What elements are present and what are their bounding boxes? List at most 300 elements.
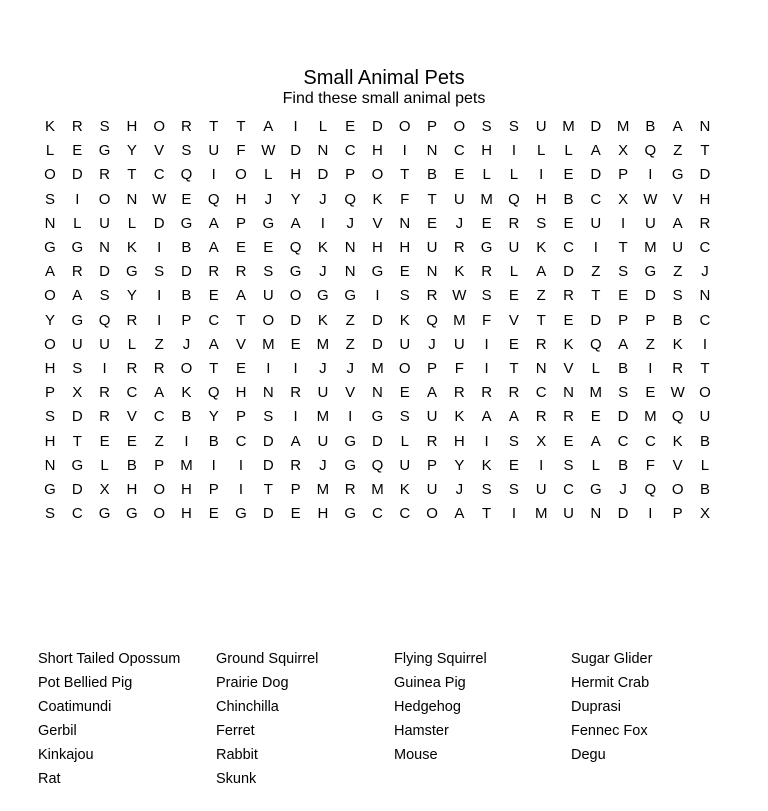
grid-cell: U [99, 335, 110, 353]
grid-cell: I [348, 408, 353, 426]
grid-cell: R [99, 166, 110, 184]
grid-cell: R [290, 456, 302, 474]
grid-cell: I [375, 287, 380, 305]
grid-cell: T [400, 166, 410, 184]
grid-cell: D [590, 118, 602, 135]
grid-cell: E [481, 214, 492, 232]
grid-cell: R [535, 335, 547, 353]
grid-cell: I [484, 432, 489, 450]
grid-cell: U [453, 190, 465, 208]
grid-cell: D [699, 166, 711, 184]
word-list-item: Prairie Dog [216, 675, 289, 691]
grid-cell: C [71, 505, 83, 523]
grid-cell: C [153, 408, 165, 426]
grid-cell: J [701, 263, 709, 281]
grid-cell: K [672, 335, 683, 353]
grid-cell: X [618, 190, 629, 208]
grid-cell: J [264, 190, 273, 208]
grid-cell: V [508, 311, 519, 329]
grid-cell: E [590, 408, 601, 426]
grid-cell: P [345, 166, 356, 184]
grid-cell: J [619, 481, 627, 498]
word-list-item: Rat [38, 771, 61, 787]
grid-cell: C [344, 142, 356, 160]
word-list-item: Hermit Crab [571, 675, 650, 691]
grid-cell: F [482, 311, 492, 329]
grid-cell: I [320, 214, 325, 232]
grid-cell: U [699, 408, 711, 426]
grid-cell: I [238, 481, 244, 498]
grid-cell: S [99, 287, 110, 305]
grid-cell: Y [290, 190, 301, 208]
grid-cell: W [670, 384, 685, 402]
grid-cell: A [508, 408, 519, 426]
grid-cell: G [589, 481, 602, 498]
grid-cell: S [72, 360, 83, 377]
grid-cell: F [645, 456, 655, 474]
word-list-item: Chinchilla [216, 699, 279, 715]
grid-cell: S [44, 505, 55, 523]
grid-cell: G [344, 505, 357, 523]
grid-cell: R [71, 118, 83, 135]
grid-cell: E [208, 505, 219, 523]
grid-cell: L [400, 432, 409, 450]
grid-cell: U [563, 505, 574, 523]
grid-cell: C [153, 166, 165, 184]
grid-cell: H [235, 384, 247, 402]
grid-cell: M [316, 481, 330, 498]
grid-cell: G [317, 287, 329, 305]
grid-cell: K [317, 311, 328, 329]
grid-cell: S [481, 481, 492, 498]
grid-cell: E [508, 335, 519, 353]
grid-cell: O [44, 166, 56, 184]
grid-cell: E [563, 432, 574, 450]
grid-cell: B [181, 287, 192, 305]
grid-cell: U [399, 335, 411, 353]
grid-cell: R [508, 214, 520, 232]
grid-cell: K [563, 335, 574, 353]
word-list-item: Rabbit [216, 747, 258, 763]
grid-cell: N [317, 142, 329, 160]
grid-cell: V [236, 335, 247, 353]
grid-cell: J [319, 190, 327, 208]
grid-cell: E [290, 335, 301, 353]
grid-cell: I [157, 311, 162, 329]
grid-cell: O [262, 311, 275, 329]
grid-cell: A [208, 239, 219, 256]
grid-cell: T [618, 239, 628, 256]
grid-cell: A [672, 214, 683, 232]
grid-cell: A [72, 287, 83, 305]
grid-cell: R [208, 263, 220, 281]
grid-cell: J [319, 360, 327, 377]
grid-cell: G [44, 239, 56, 256]
grid-cell: O [180, 360, 193, 377]
grid-cell: Q [289, 239, 302, 256]
grid-cell: T [427, 190, 437, 208]
grid-cell: E [563, 166, 574, 184]
grid-cell: L [591, 456, 600, 474]
grid-cell: A [427, 384, 438, 402]
grid-cell: D [372, 311, 383, 329]
grid-cell: E [508, 287, 519, 305]
grid-cell: S [618, 384, 629, 402]
grid-cell: M [589, 384, 603, 402]
grid-cell: O [398, 360, 411, 377]
grid-cell: R [426, 432, 438, 450]
grid-cell: P [154, 456, 165, 474]
grid-cell: U [508, 239, 520, 256]
grid-cell: P [236, 214, 247, 232]
grid-cell: D [262, 456, 274, 474]
grid-cell: L [591, 360, 600, 377]
grid-cell: J [455, 481, 464, 498]
grid-cell: R [153, 360, 165, 377]
grid-cell: V [126, 408, 137, 426]
grid-cell: H [372, 239, 383, 256]
grid-cell: Q [180, 166, 193, 184]
grid-cell: K [399, 481, 410, 498]
grid-cell: F [236, 142, 246, 160]
grid-cell: S [399, 408, 410, 426]
grid-cell: A [481, 408, 492, 426]
grid-cell: L [73, 214, 82, 232]
grid-cell: E [72, 142, 83, 160]
word-list-item: Fennec Fox [571, 723, 648, 739]
grid-cell: I [539, 456, 544, 474]
grid-cell: G [289, 263, 302, 281]
grid-cell: T [127, 166, 137, 184]
grid-cell: B [208, 432, 219, 450]
word-list-item: Short Tailed Opossum [38, 651, 181, 667]
grid-cell: H [481, 142, 493, 160]
grid-cell: S [481, 118, 492, 135]
grid-cell: I [511, 505, 516, 523]
grid-cell: O [699, 384, 711, 402]
grid-cell: B [427, 166, 438, 184]
grid-cell: C [235, 432, 247, 450]
grid-cell: A [290, 432, 301, 450]
grid-cell: E [181, 190, 192, 208]
grid-cell: P [427, 118, 438, 135]
grid-cell: P [181, 311, 192, 329]
grid-cell: E [427, 214, 438, 232]
grid-cell: G [71, 456, 84, 474]
grid-cell: N [262, 384, 274, 402]
grid-cell: L [127, 214, 137, 232]
word-list-item: Mouse [394, 747, 438, 763]
grid-cell: Q [644, 142, 657, 160]
grid-cell: M [316, 335, 330, 353]
grid-cell: R [290, 384, 302, 402]
puzzle-subtitle: Find these small animal pets [282, 90, 486, 107]
grid-cell: O [153, 481, 165, 498]
grid-cell: G [671, 166, 684, 184]
grid-cell: D [617, 408, 629, 426]
grid-cell: E [345, 118, 356, 135]
grid-cell: U [426, 239, 438, 256]
grid-cell: Y [126, 287, 137, 305]
grid-cell: E [454, 166, 465, 184]
grid-cell: G [126, 263, 138, 281]
grid-cell: N [44, 456, 56, 474]
grid-cell: I [184, 432, 189, 450]
grid-cell: I [511, 142, 516, 160]
grid-cell: G [98, 505, 111, 523]
grid-cell: I [620, 214, 626, 232]
grid-cell: Y [454, 456, 465, 474]
grid-cell: M [644, 239, 657, 256]
grid-cell: U [71, 335, 83, 353]
grid-cell: G [44, 481, 56, 498]
grid-cell: O [235, 166, 247, 184]
grid-cell: M [644, 408, 657, 426]
grid-cell: R [126, 360, 138, 377]
grid-cell: Z [345, 311, 355, 329]
grid-cell: T [509, 360, 519, 377]
grid-cell: S [399, 287, 410, 305]
grid-cell: I [157, 287, 162, 305]
grid-cell: C [399, 505, 411, 523]
grid-cell: D [563, 263, 574, 281]
grid-cell: H [181, 481, 192, 498]
grid-cell: B [699, 432, 710, 450]
grid-cell: P [672, 505, 683, 523]
grid-cell: O [153, 118, 165, 135]
grid-cell: G [126, 505, 138, 523]
grid-cell: V [672, 456, 683, 474]
grid-cell: X [99, 481, 110, 498]
grid-cell: H [44, 360, 56, 377]
grid-cell: U [262, 287, 274, 305]
grid-cell: R [99, 384, 110, 402]
grid-cell: S [181, 142, 192, 160]
grid-cell: P [44, 384, 55, 402]
grid-cell: I [293, 408, 298, 426]
grid-cell: T [536, 311, 546, 329]
word-list-item: Coatimundi [38, 699, 112, 715]
grid-cell: N [344, 263, 356, 281]
grid-cell: O [453, 118, 466, 135]
word-list-item: Skunk [216, 771, 257, 787]
grid-cell: W [152, 190, 167, 208]
grid-cell: N [426, 142, 438, 160]
grid-cell: I [702, 335, 708, 353]
grid-cell: S [263, 263, 274, 281]
grid-cell: T [591, 287, 601, 305]
grid-cell: R [71, 263, 83, 281]
grid-cell: W [261, 142, 276, 160]
grid-cell: I [648, 360, 653, 377]
grid-cell: A [236, 287, 247, 305]
word-list-item: Ferret [216, 723, 255, 739]
grid-cell: A [263, 118, 274, 135]
grid-cell: D [290, 311, 302, 329]
grid-cell: G [480, 239, 493, 256]
grid-cell: R [126, 311, 138, 329]
puzzle-title: Small Animal Pets [303, 67, 465, 89]
grid-cell: A [672, 118, 683, 135]
grid-cell: O [44, 287, 56, 305]
grid-cell: E [563, 214, 574, 232]
grid-cell: Q [508, 190, 520, 208]
grid-cell: I [238, 456, 244, 474]
grid-cell: E [563, 311, 574, 329]
grid-cell: I [648, 505, 653, 523]
grid-cell: V [345, 384, 356, 402]
grid-cell: D [590, 166, 602, 184]
grid-cell: H [181, 505, 192, 523]
grid-cell: S [44, 408, 55, 426]
grid-cell: F [454, 360, 464, 377]
word-list-item: Hedgehog [394, 699, 461, 715]
grid-cell: E [208, 287, 219, 305]
grid-cell: Y [208, 408, 219, 426]
grid-cell: G [371, 263, 384, 281]
grid-cell: H [317, 505, 329, 523]
grid-cell: C [590, 190, 602, 208]
grid-cell: B [699, 481, 710, 498]
grid-cell: U [535, 118, 547, 135]
grid-cell: M [453, 311, 466, 329]
grid-cell: B [181, 239, 192, 256]
grid-cell: G [180, 214, 193, 232]
grid-cell: S [508, 432, 519, 450]
grid-cell: P [645, 311, 656, 329]
grid-cell: K [481, 456, 492, 474]
grid-cell: J [319, 263, 327, 281]
grid-cell: T [72, 432, 82, 450]
grid-cell: I [102, 360, 107, 377]
word-list-item: Guinea Pig [394, 675, 466, 691]
word-list-item: Hamster [394, 723, 449, 739]
grid-cell: G [235, 505, 247, 523]
grid-cell: I [293, 360, 298, 377]
grid-cell: P [618, 166, 629, 184]
grid-cell: X [699, 505, 710, 523]
grid-cell: Q [671, 408, 684, 426]
grid-cell: Q [207, 384, 220, 402]
grid-cell: N [44, 214, 56, 232]
grid-cell: H [126, 481, 138, 498]
grid-cell: T [482, 505, 492, 523]
grid-cell: D [262, 432, 274, 450]
grid-cell: J [455, 214, 464, 232]
grid-cell: Q [371, 456, 384, 474]
grid-cell: Q [426, 311, 438, 329]
word-list-item: Ground Squirrel [216, 651, 319, 667]
grid-cell: R [453, 239, 465, 256]
grid-cell: K [181, 384, 192, 402]
grid-cell: E [99, 432, 110, 450]
grid-cell: E [263, 239, 274, 256]
grid-cell: U [535, 481, 547, 498]
grid-cell: E [290, 505, 301, 523]
grid-cell: B [563, 190, 574, 208]
grid-cell: C [699, 311, 711, 329]
grid-cell: Z [591, 263, 601, 281]
grid-cell: A [290, 214, 301, 232]
word-list-item: Pot Bellied Pig [38, 675, 133, 691]
grid-cell: U [399, 456, 411, 474]
grid-cell: V [672, 190, 683, 208]
grid-cell: C [535, 384, 547, 402]
grid-cell: D [99, 263, 110, 281]
grid-cell: M [562, 118, 575, 135]
grid-cell: I [211, 456, 216, 474]
grid-cell: P [427, 360, 438, 377]
grid-cell: K [454, 408, 465, 426]
grid-cell: U [99, 214, 110, 232]
grid-cell: B [618, 456, 629, 474]
grid-cell: X [536, 432, 547, 450]
grid-cell: D [617, 505, 629, 523]
grid-cell: J [346, 214, 354, 232]
grid-cell: O [371, 166, 384, 184]
grid-cell: M [371, 360, 384, 377]
grid-cell: C [126, 384, 138, 402]
grid-cell: D [290, 142, 302, 160]
grid-cell: D [644, 287, 656, 305]
grid-cell: E [645, 384, 656, 402]
grid-cell: S [536, 214, 547, 232]
word-list-item: Flying Squirrel [394, 651, 487, 667]
grid-cell: I [484, 335, 489, 353]
grid-cell: D [71, 166, 83, 184]
grid-cell: S [508, 118, 519, 135]
grid-cell: T [209, 118, 219, 135]
grid-cell: Q [644, 481, 657, 498]
grid-cell: Z [154, 432, 164, 450]
grid-cell: E [399, 263, 410, 281]
grid-cell: A [454, 505, 465, 523]
grid-cell: F [400, 190, 410, 208]
grid-cell: U [590, 214, 602, 232]
grid-cell: E [508, 456, 519, 474]
grid-cell: H [44, 432, 56, 450]
grid-cell: V [154, 142, 165, 160]
grid-cell: O [671, 481, 684, 498]
grid-cell: D [372, 118, 383, 135]
grid-cell: P [618, 311, 629, 329]
grid-cell: O [44, 335, 56, 353]
grid-cell: B [645, 118, 656, 135]
grid-cell: R [99, 408, 110, 426]
grid-cell: I [402, 142, 407, 160]
grid-cell: G [98, 142, 111, 160]
grid-cell: D [590, 311, 602, 329]
grid-cell: L [537, 142, 546, 160]
word-list-item: Degu [571, 747, 606, 763]
grid-cell: B [126, 456, 137, 474]
grid-cell: U [317, 384, 329, 402]
grid-cell: O [398, 118, 411, 135]
grid-cell: K [126, 239, 137, 256]
grid-cell: Z [536, 287, 546, 305]
grid-cell: D [262, 505, 274, 523]
grid-cell: S [44, 190, 55, 208]
grid-cell: O [426, 505, 438, 523]
grid-cell: I [157, 239, 162, 256]
grid-cell: D [317, 166, 329, 184]
grid-cell: N [344, 239, 356, 256]
grid-cell: R [672, 360, 684, 377]
grid-cell: K [536, 239, 547, 256]
grid-cell: R [481, 384, 493, 402]
grid-cell: M [371, 481, 384, 498]
grid-cell: M [316, 408, 330, 426]
